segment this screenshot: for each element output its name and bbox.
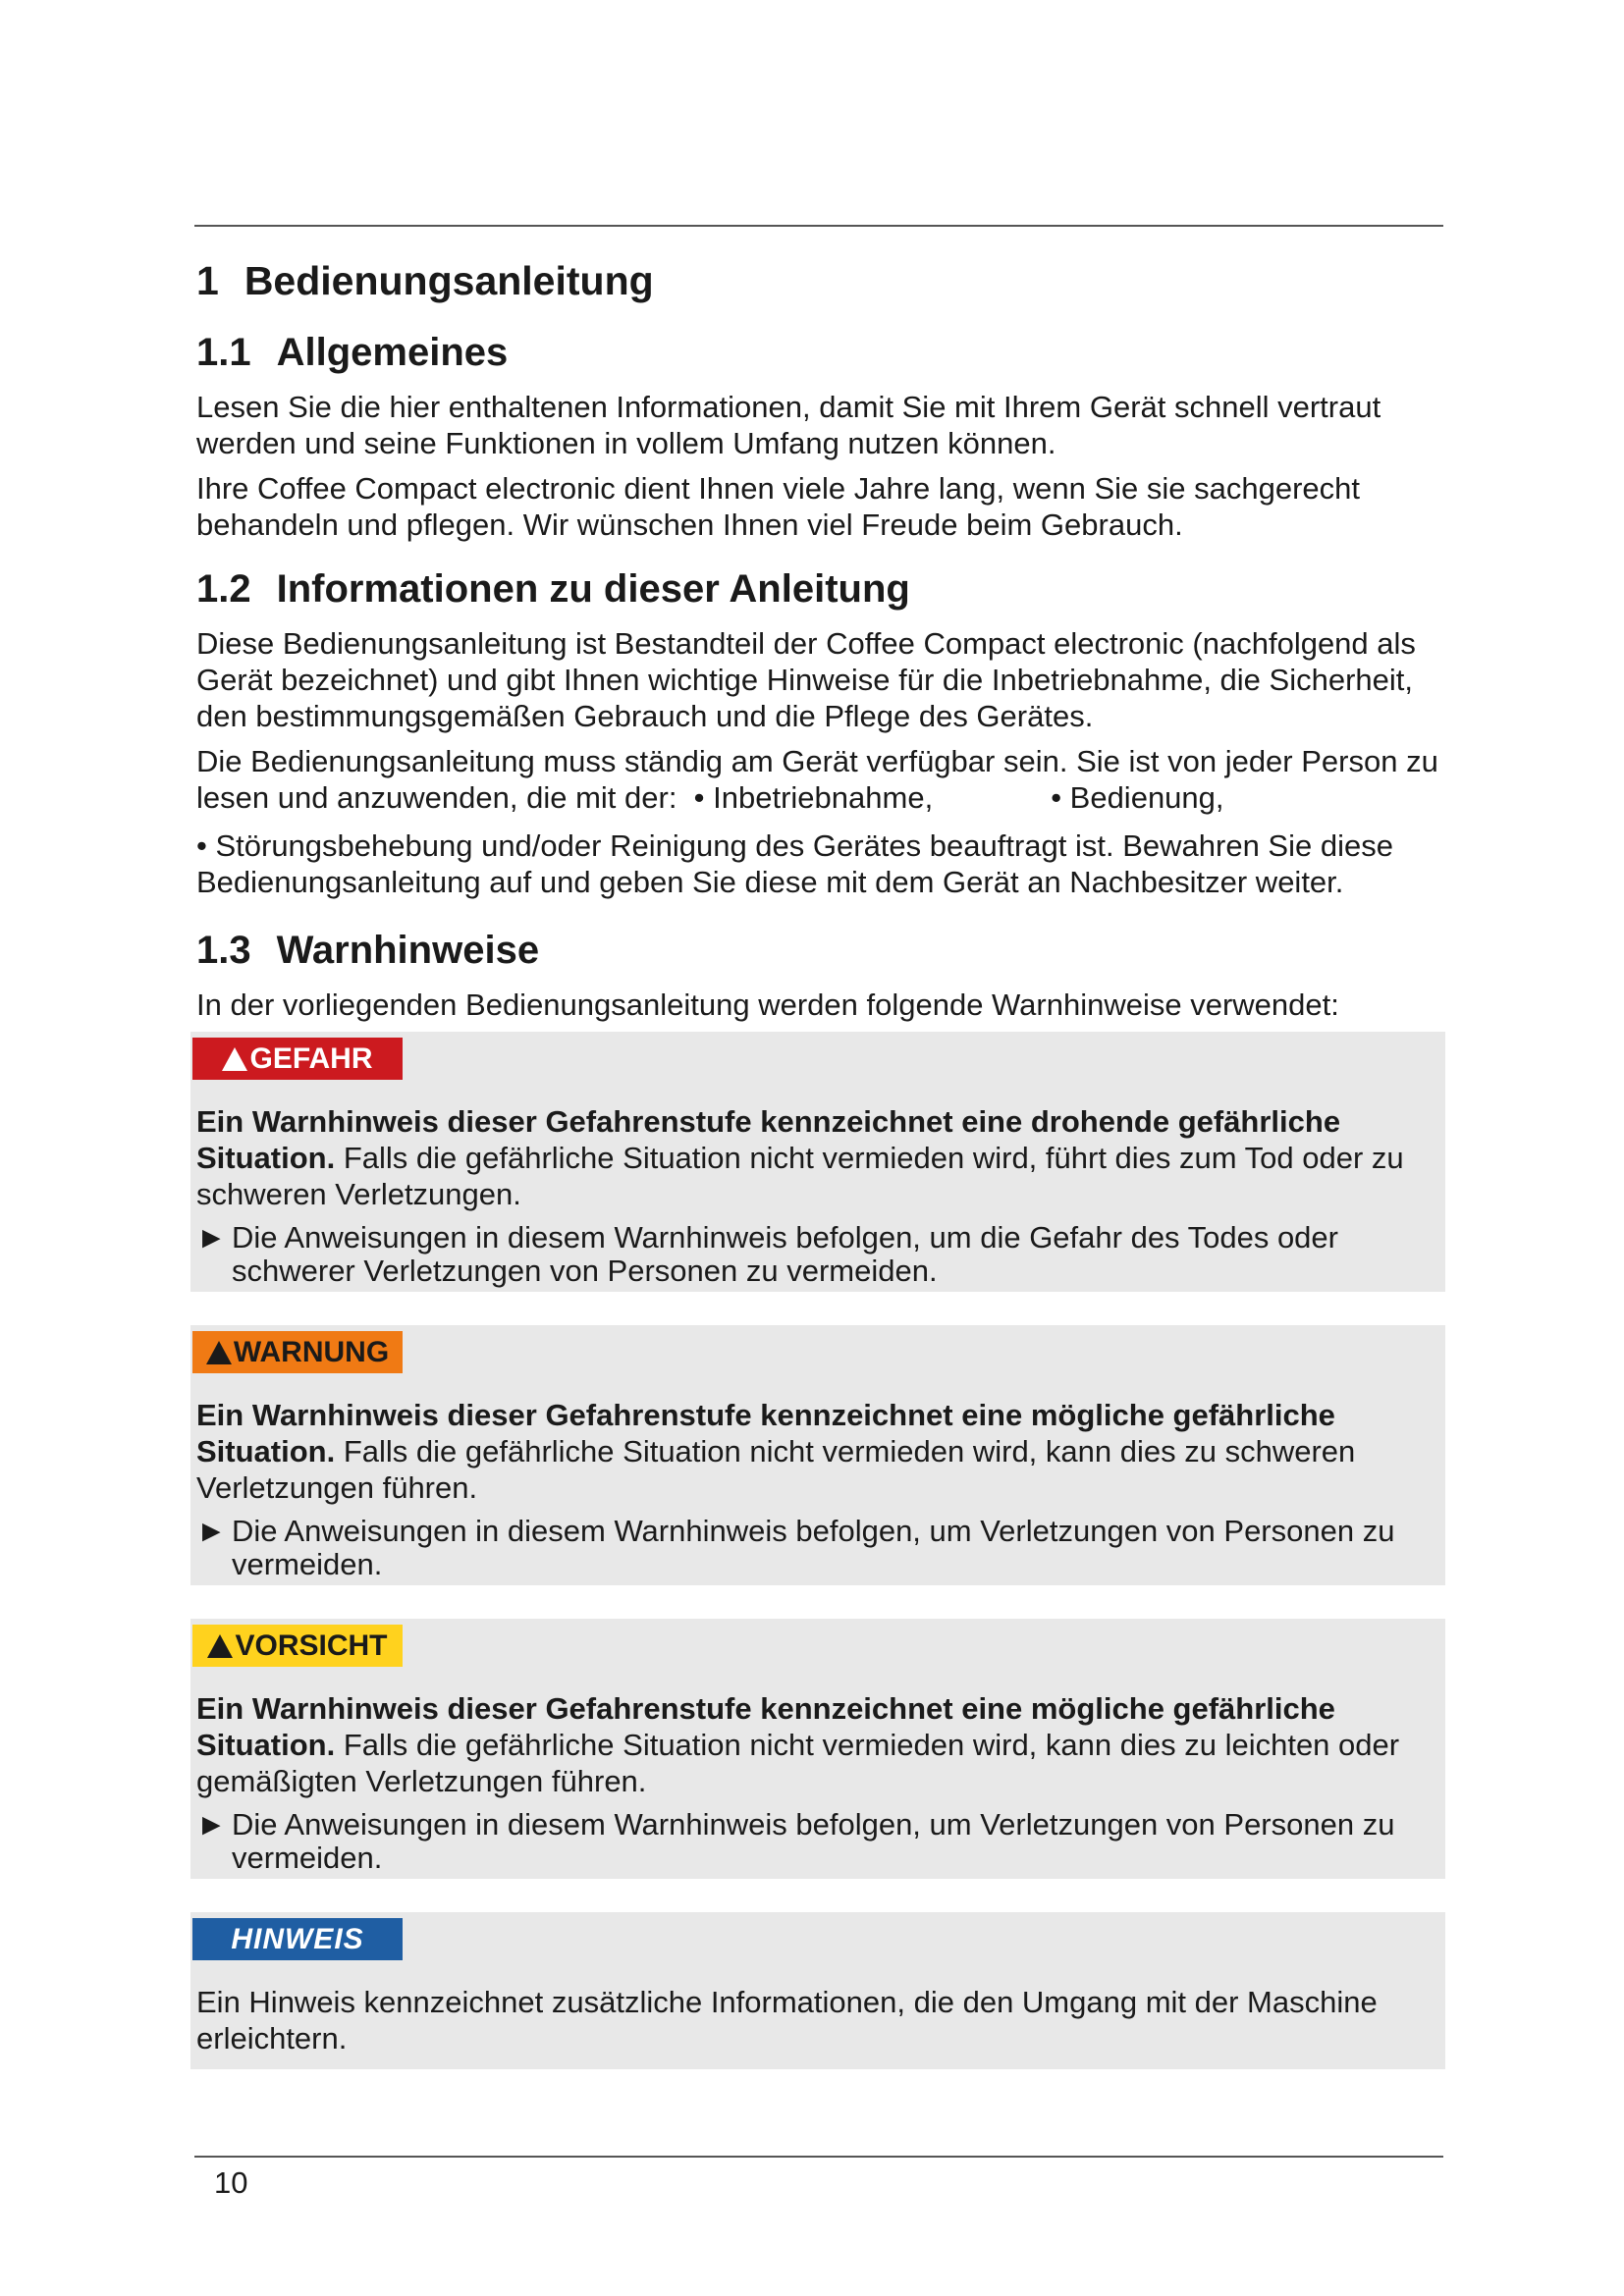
gefahr-label	[192, 1038, 403, 1080]
paragraph-text: Die Bedienungsanleitung muss ständig am Gerät verfügbar sein. Sie ist von jeder Person zu lesen und anzuwenden, die mit der:	[196, 744, 1438, 815]
action-text: Die Anweisungen in diesem Warnhinweis befolgen, um Verletzungen von Personen zu vermeiden.	[232, 1514, 1395, 1581]
arrow-icon: ►	[196, 1514, 227, 1548]
section-number: 1.2	[196, 567, 251, 611]
header-rule	[194, 225, 1443, 227]
section-heading-allgemeines	[196, 324, 1439, 381]
section-title: Informationen zu dieser Anleitung	[276, 567, 910, 611]
warning-text	[190, 1690, 1445, 1875]
paragraph: • Störungsbehebung und/oder Reinigung des Gerätes beauftragt ist. Bewahren Sie diese Bedienungsanleitung auf und geben Sie diese mit dem Gerät an Nachbesitzer weiter.	[196, 828, 1393, 899]
warnung-label	[192, 1331, 403, 1373]
warning-box-gefahr	[190, 1032, 1445, 1292]
section-title: Warnhinweise	[276, 929, 540, 972]
warning-triangle-icon	[207, 1634, 233, 1658]
paragraph: Lesen Sie die hier enthaltenen Informationen, damit Sie mit Ihrem Gerät schnell vertraut werden und seine Funktionen in vollem Umfang nutzen können.	[196, 390, 1381, 460]
notice-body: Ein Hinweis kennzeichnet zusätzliche Informationen, die den Umgang mit der Maschine erleichtern.	[196, 1985, 1378, 2056]
bullet-inbetriebnahme: • Inbetriebnahme,	[693, 780, 934, 815]
action-text: Die Anweisungen in diesem Warnhinweis befolgen, um Verletzungen von Personen zu vermeiden.	[232, 1807, 1395, 1875]
paragraph-with-bullets	[196, 743, 1439, 816]
warning-description	[196, 1690, 1439, 1799]
paragraph: Diese Bedienungsanleitung ist Bestandteil der Coffee Compact electronic (nachfolgend als Gerät bezeichnet) und gibt Ihnen wichtige Hinweise für die Inbetriebnahme, die Sicherheit, den bestimmungsgemäßen Gebrauch und die Pflege des Gerätes.	[196, 626, 1416, 733]
arrow-icon: ►	[196, 1220, 227, 1255]
warning-body: Falls die gefährliche Situation nicht vermieden wird, kann dies zu leichten oder gemäßigten Verletzungen führen.	[196, 1728, 1400, 1798]
warning-bold: Ein Warnhinweis dieser Gefahrenstufe kennzeichnet eine drohende gefährliche Situation.	[196, 1104, 1341, 1175]
warning-triangle-icon	[206, 1341, 232, 1364]
section-heading-informationen	[196, 561, 1439, 617]
warning-action	[196, 1515, 1439, 1581]
warning-body: Falls die gefährliche Situation nicht vermieden wird, kann dies zu schweren Verletzungen führen.	[196, 1434, 1356, 1505]
warning-body: Falls die gefährliche Situation nicht vermieden wird, führt dies zum Tod oder zu schweren Verletzungen.	[196, 1141, 1404, 1211]
label-text: GEFAHR	[249, 1042, 373, 1075]
warning-box-vorsicht	[190, 1619, 1445, 1879]
chapter-title: Bedienungsanleitung	[244, 258, 654, 303]
notice-text	[190, 1984, 1445, 2056]
section-number: 1.3	[196, 929, 251, 972]
label-text: VORSICHT	[235, 1629, 388, 1662]
warning-box-warnung	[190, 1325, 1445, 1585]
chapter-number: 1	[196, 258, 219, 303]
warning-action	[196, 1808, 1439, 1875]
warning-description	[196, 1103, 1439, 1212]
vorsicht-label	[192, 1625, 403, 1667]
warning-action	[196, 1221, 1439, 1288]
page-content	[196, 245, 1439, 2103]
arrow-icon: ►	[196, 1807, 227, 1842]
action-text: Die Anweisungen in diesem Warnhinweis befolgen, um die Gefahr des Todes oder schwerer Verletzungen von Personen zu vermeiden.	[232, 1220, 1338, 1288]
notice-box-hinweis	[190, 1912, 1445, 2069]
warning-triangle-icon	[222, 1047, 247, 1071]
warning-bold: Ein Warnhinweis dieser Gefahrenstufe kennzeichnet eine mögliche gefährliche Situation.	[196, 1398, 1335, 1468]
section-title: Allgemeines	[276, 331, 509, 374]
section-heading-warnhinweise	[196, 922, 1439, 979]
paragraph: In der vorliegenden Bedienungsanleitung werden folgende Warnhinweise verwendet:	[196, 988, 1339, 1022]
warning-text	[190, 1397, 1445, 1581]
label-text: WARNUNG	[233, 1336, 390, 1368]
warning-text	[190, 1103, 1445, 1288]
bullet-bedienung: • Bedienung,	[1051, 780, 1224, 815]
page-number: 10	[214, 2165, 248, 2200]
warning-description	[196, 1397, 1439, 1506]
section-number: 1.1	[196, 331, 251, 374]
warning-bold: Ein Warnhinweis dieser Gefahrenstufe kennzeichnet eine mögliche gefährliche Situation.	[196, 1691, 1335, 1762]
hinweis-label: HINWEIS	[192, 1918, 403, 1960]
chapter-heading	[196, 251, 1439, 310]
paragraph: Ihre Coffee Compact electronic dient Ihnen viele Jahre lang, wenn Sie sie sachgerecht behandeln und pflegen. Wir wünschen Ihnen viel Freude beim Gebrauch.	[196, 471, 1361, 542]
footer-rule	[194, 2156, 1443, 2158]
